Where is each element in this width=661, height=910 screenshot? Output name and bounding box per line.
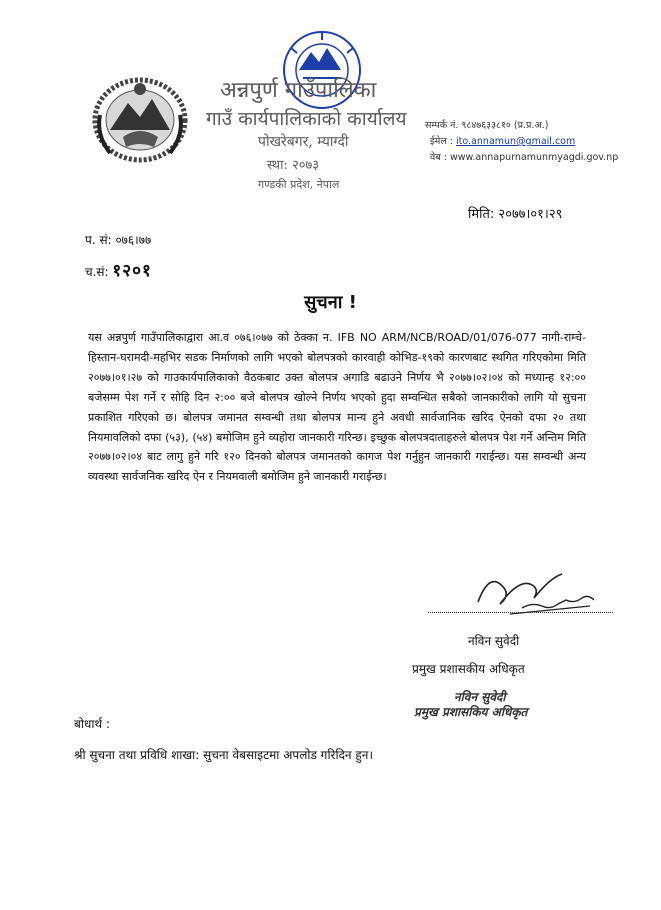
signature-line [428,612,613,613]
signatory-title: प्रमुख प्रशासकीय अधिकृत [412,662,525,676]
reference-value: ०७६।७७ [115,233,152,247]
office-address: पोखरेबगर, म्याग्दी [258,134,349,150]
cc-recipient: श्री सुचना तथा प्रविधि शाखा: सुचना वेबसाइटमा अपलोड गरिदिन हुन। [74,748,373,762]
signatory-name: नविन सुवेदी [468,634,520,648]
office-name: गाउँ कार्यपालिकाको कार्यालय [206,108,407,130]
contact-email-row [430,134,575,147]
website-link[interactable]: www.annapurnamunmyagdi.gov.np [449,152,619,163]
reference-label: प. सं: [85,233,112,247]
established-year: स्था: २०७३ [267,158,320,173]
cc-label: बोधार्थ : [74,717,110,731]
dispatch-number [85,258,152,281]
dispatch-label: च.सं: [85,265,109,279]
email-label: ईमेल : [430,136,454,147]
website-label: वेब : [430,152,447,163]
notice-title: सुचना ! [304,292,357,313]
reference-number [85,231,151,248]
contact-phone: सम्पर्क नं. ९८४७६३३८१० (प्र.प्र.अ.) [425,120,549,131]
dispatch-value: १२०१ [112,261,152,281]
contact-website-row [430,150,618,163]
notice-body: यस अन्नपुर्ण गाउँपालिकाद्वारा आ.व ०७६।०७७ को ठेक्का न. IFB NO ARM/NCB/ROAD/01/076-077 नागी-राम्चे-हिस्तान-घरामदी-महभिर सडक निर्माणको लागि भएको बोलपत्रको कारवाही कोभिड-१९को कारणबाट स्थगित गरिएकोमा मिति २०७७।०१।२७ को गाउकार्यपालिकाको वैठकबाट उक्त बोलपत्र अगाडि बढाउने निर्णय भै २०७७।०२।०४ को मध्यान्ह १२:०० बजेसम्म पेश गर्ने र सोहि दिन २:०० बजे बोलपत्र खोल्ने निर्णय भएको हुदा सम्वन्धित सबैको जानकारीको लागि यो सुचना प्रकाशित गरिएको छ। बोलपत्र जमानत सम्वन्धी तथा बोलपत्र मान्य हुने अवधी सार्वजानिक खरिद ऐनको दफा २० तथा नियमावलिको दफा (५३), (५४) बमोजिम हुने व्यहोरा जानकारी गरिन्छ। इच्छुक बोलपत्रदाताहरुले बोलपत्र पेश गर्ने अन्तिम मिति २०७७।०२।०४ बाट लागु हुने गरि १२० दिनको बोलपत्र जमानतको कागज पेश गर्नुहुन जानकारी गराईन्छ। यस सम्वन्धी अन्य व्यवस्था सार्वजनिक खरिद ऐन र नियमवाली बमोजिम हुने जानकारी गराईन्छ। [88,331,586,484]
email-link[interactable]: ito.annamun@gmail.com [456,136,576,147]
stamp-name: नविन सुवेदी [454,690,506,704]
organization-name: अन्नपुर्ण गाउँपालिका [220,78,377,103]
letter-date: मिति: २०७७।०१।२९ [468,207,563,222]
handwritten-signature-icon [470,560,600,620]
province-name: गण्डकी प्रदेश, नेपाल [258,178,340,191]
coat-of-arms-icon [90,75,190,165]
stamp-title: प्रमुख प्रशासकिय अधिकृत [414,705,528,719]
